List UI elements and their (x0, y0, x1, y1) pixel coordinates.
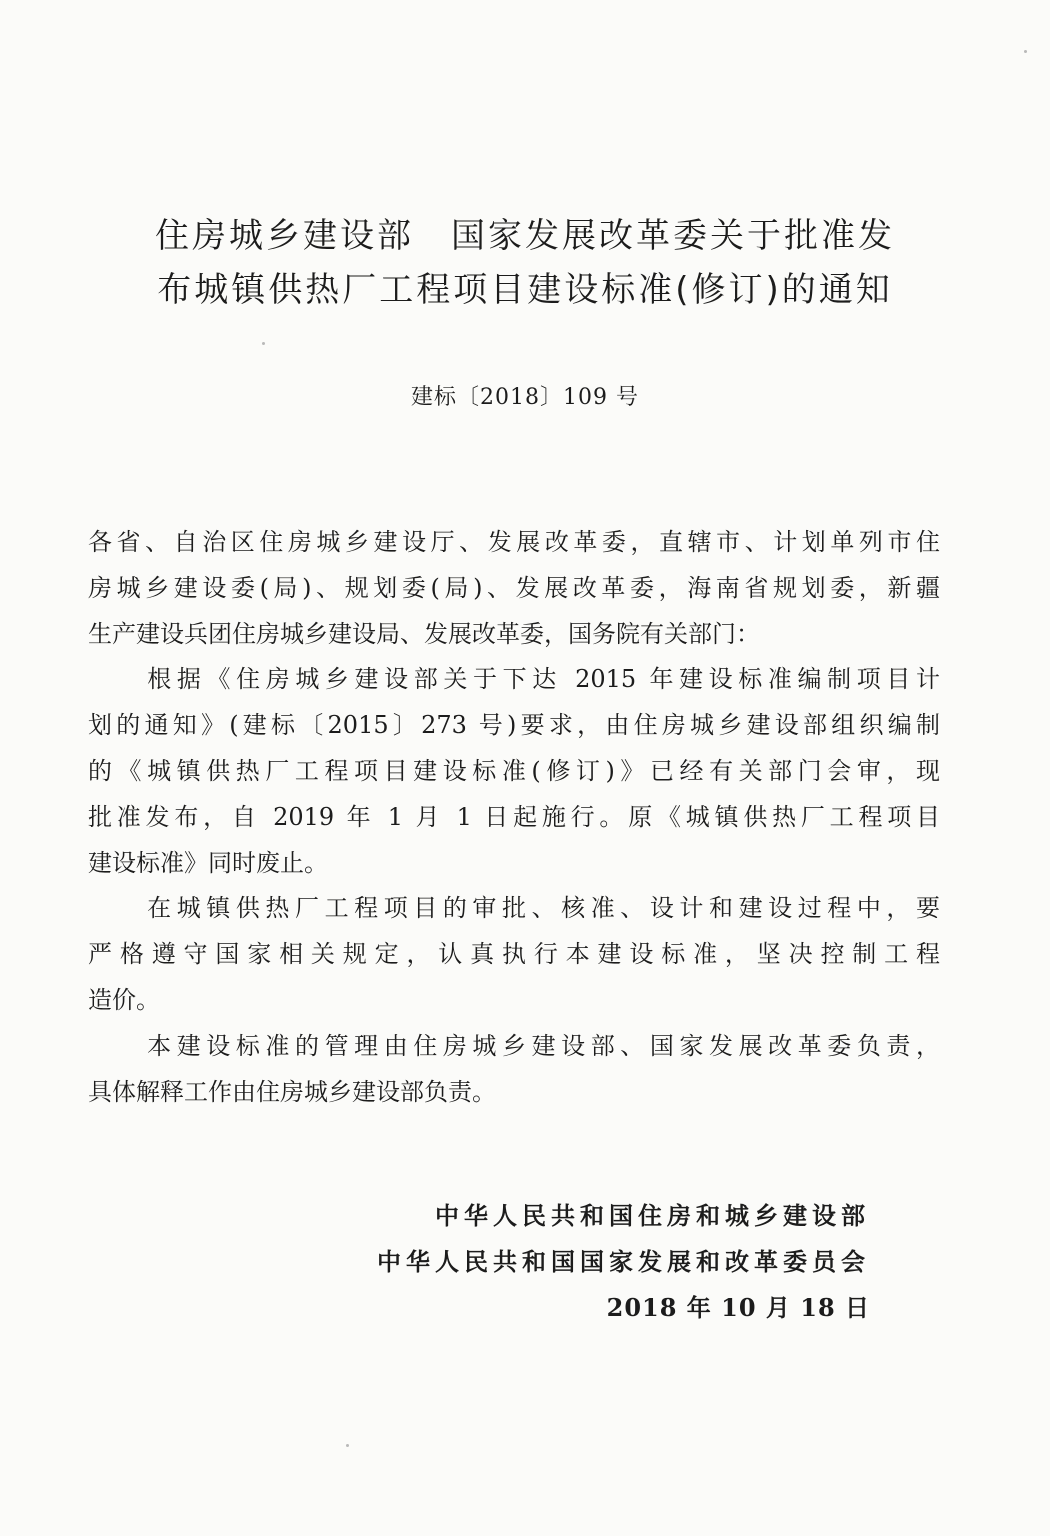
body-line: 本建设标准的管理由住房城乡建设部、国家发展改革委负责， (88, 1032, 940, 1060)
notice-title-line-1: 住房城乡建设部 国家发展改革委关于批准发 (155, 216, 895, 256)
scan-speck (262, 342, 265, 345)
body-line: 房城乡建设委(局)、规划委(局)、发展改革委，海南省规划委，新疆 (88, 574, 940, 602)
body-line: 生产建设兵团住房城乡建设局、发展改革委，国务院有关部门： (88, 620, 760, 648)
body-line: 的《城镇供热厂工程项目建设标准(修订)》已经有关部门会审，现 (88, 757, 940, 785)
body-line: 在城镇供热厂工程项目的审批、核准、设计和建设过程中，要 (88, 894, 940, 922)
body-line: 各省、自治区住房城乡建设厅、发展改革委，直辖市、计划单列市住 (88, 528, 940, 556)
body-line: 批准发布，自 2019 年 1 月 1 日起施行。原《城镇供热厂工程项目 (88, 803, 940, 831)
body-line: 建设标准》同时废止。 (88, 849, 328, 877)
issue-date: 2018 年 10 月 18 日 (606, 1293, 870, 1322)
body-line: 造价。 (88, 986, 160, 1014)
scan-speck (1024, 50, 1027, 53)
document-number: 建标〔2018〕109 号 (411, 385, 639, 410)
scan-speck (346, 1444, 349, 1447)
issuer-ndrc: 中华人民共和国国家发展和改革委员会 (377, 1248, 870, 1276)
notice-title-line-2: 布城镇供热厂工程项目建设标准(修订)的通知 (157, 270, 893, 310)
issuer-ministry-housing: 中华人民共和国住房和城乡建设部 (435, 1202, 870, 1230)
body-line: 根据《住房城乡建设部关于下达 2015 年建设标准编制项目计 (88, 665, 940, 693)
body-line: 具体解释工作由住房城乡建设部负责。 (88, 1078, 496, 1106)
body-line: 严格遵守国家相关规定，认真执行本建设标准，坚决控制工程 (88, 940, 940, 968)
body-line: 划的通知》(建标〔2015〕273 号)要求，由住房城乡建设部组织编制 (88, 711, 940, 739)
